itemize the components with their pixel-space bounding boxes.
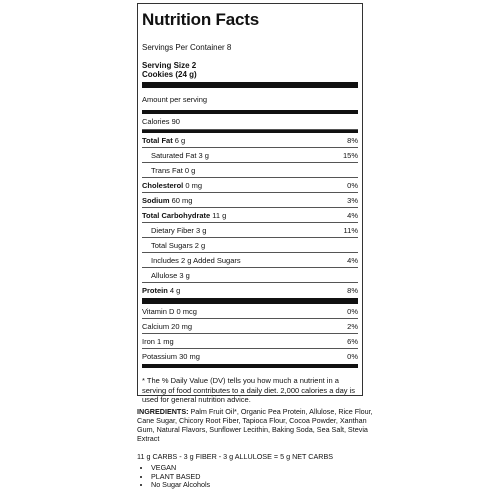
net-carbs-line: 11 g CARBS - 3 g FIBER - 3 g ALLULOSE = 5 g NET CARBS [137, 452, 334, 461]
nutrient-row-trans-fat [142, 163, 358, 178]
nutrient-row-potassium [142, 349, 358, 364]
nutrient-amount: 6 g [172, 135, 186, 145]
package-info [137, 407, 377, 490]
nutrient-row-cholesterol [142, 178, 358, 193]
nutrient-amount: 11 g [210, 210, 227, 220]
nutrient-name: Iron 1 mg [142, 336, 174, 346]
calories-row [142, 114, 358, 130]
nutrient-name: Calcium 20 mg [142, 321, 193, 331]
claim-item: • PLANT BASED [151, 473, 377, 482]
ingredients-heading: INGREDIENTS: [137, 407, 189, 416]
nutrient-dv: 11% [343, 225, 358, 235]
nutrient-row-saturated-fat [142, 148, 358, 163]
nutrient-row-dietary-fiber [142, 223, 358, 238]
footnote-divider [142, 364, 358, 368]
ingredients-block [137, 407, 377, 443]
nutrient-name: Vitamin D 0 mcg [142, 306, 197, 316]
ingredients-text: Palm Fruit Oil*, Organic Pea Protein, Allulose, Rice Flour, Cane Sugar, Chicory Root Fiber, Tapioca Flour, Cocoa Powder, Xanthan Gum, Natural Flavors, Sunflower Lecithin, Baking Soda, Sea Salt, Stevia Extract [137, 407, 373, 443]
nutrient-dv: 8% [347, 135, 358, 145]
nutrient-name: Dietary Fiber 3 g [151, 225, 207, 235]
nutrient-name: Protein [142, 286, 168, 295]
nutrient-dv: 0% [347, 352, 358, 361]
nutrient-dv: 4% [347, 255, 358, 265]
nutrient-row-iron [142, 334, 358, 349]
nutrient-amount: 4 g [167, 286, 181, 295]
serving-size-line1: Serving Size 2 [142, 61, 197, 70]
nutrient-name: Saturated Fat 3 g [151, 150, 209, 160]
nutrition-facts-panel [137, 3, 363, 404]
daily-value-footnote: * The % Daily Value (DV) tells you how much a nutrient in a serving of food contributes to a daily diet. 2,000 calories a day is used for general nutrition advice. [142, 376, 356, 404]
amount-per-serving: Amount per serving [142, 94, 208, 104]
nutrient-dv: 6% [347, 336, 358, 346]
nutrient-dv: 2% [347, 321, 358, 331]
nutrient-dv: 0% [347, 180, 358, 190]
serving-size-line2: Cookies (24 g) [142, 70, 197, 79]
nutrient-name: Total Fat [142, 135, 173, 145]
nutrient-name: Sodium [142, 195, 170, 205]
nutrient-amount: 60 mg [169, 195, 193, 205]
nutrient-name: Cholesterol [142, 180, 184, 190]
nutrient-row-protein [142, 283, 358, 298]
nutrient-row-allulose [142, 268, 358, 283]
nutrient-dv: 15% [342, 150, 358, 160]
nutrient-name: Allulose 3 g [151, 270, 190, 280]
nutrient-row-vitamin-d [142, 304, 358, 319]
nutrient-dv: 3% [347, 195, 358, 205]
nutrient-row-sodium [142, 193, 358, 208]
nutrient-name: Includes 2 g Added Sugars [151, 255, 241, 265]
calories-label: Calories 90 [142, 117, 180, 126]
nutrient-row-calcium [142, 319, 358, 334]
claims-list [137, 464, 377, 490]
nutrient-name: Total Carbohydrate [142, 210, 211, 220]
nutrient-row-total-carbohydrate [142, 208, 358, 223]
nutrient-row-total-sugars [142, 238, 358, 253]
nutrient-dv: 0% [347, 306, 358, 316]
nutrition-title: Nutrition Facts [142, 10, 259, 29]
nutrient-row-added-sugars [142, 253, 358, 268]
claim-item: • No Sugar Alcohols [151, 481, 377, 490]
servings-per-container: Servings Per Container 8 [142, 43, 232, 52]
claim-item: • VEGAN [151, 464, 377, 473]
nutrient-amount: 0 mg [183, 180, 203, 190]
nutrient-dv: 4% [347, 210, 358, 220]
nutrient-name: Potassium 30 mg [142, 352, 200, 361]
nutrient-row-total-fat [142, 133, 358, 148]
nutrient-name: Total Sugars 2 g [151, 240, 206, 250]
serving-size [142, 61, 358, 79]
nutrient-name: Trans Fat 0 g [151, 165, 196, 175]
nutrient-dv: 8% [347, 286, 358, 295]
